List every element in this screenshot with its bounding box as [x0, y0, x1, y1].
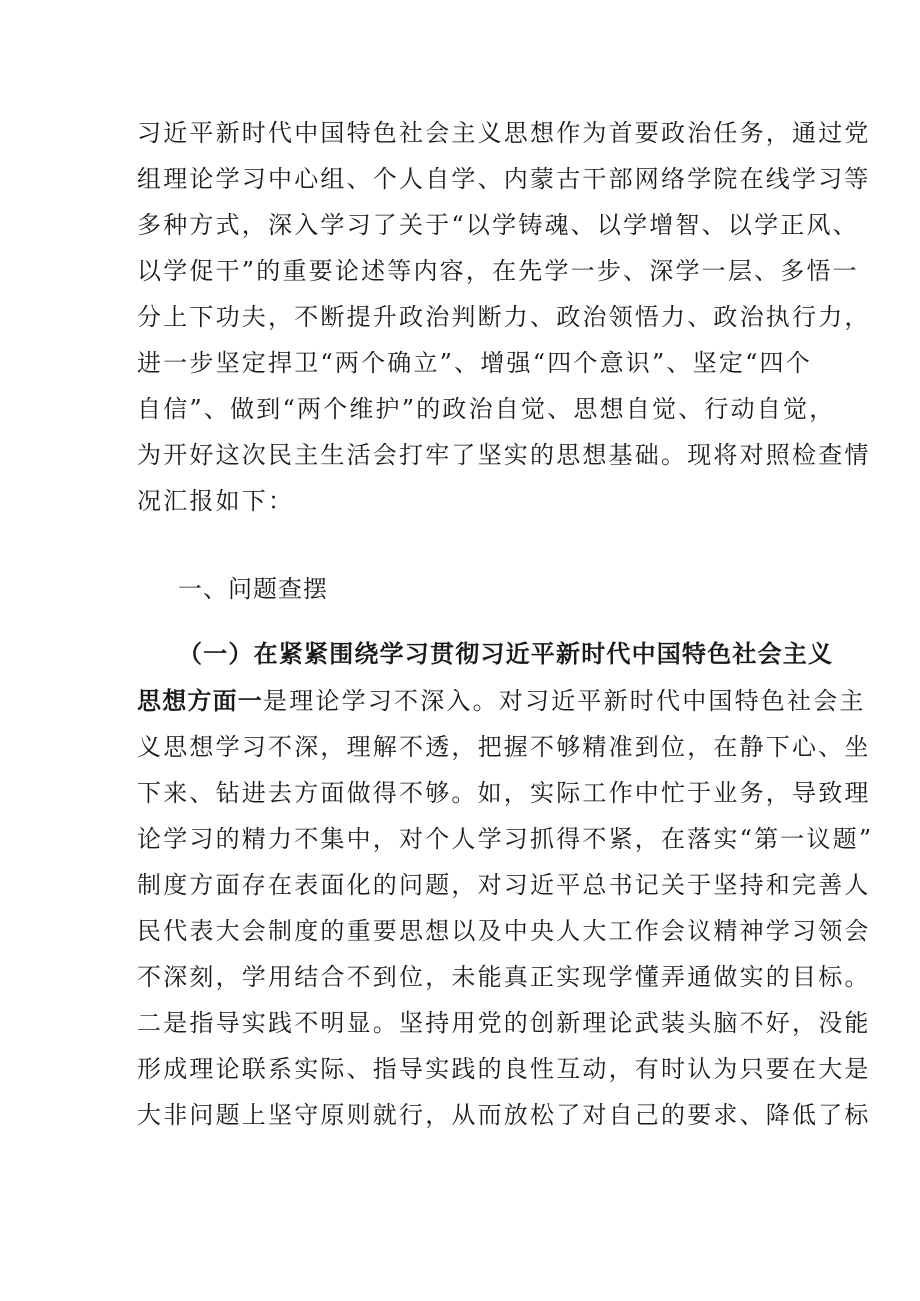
subsection-title-continuation — [137, 686, 866, 716]
paragraph-line: 论学习的精力不集中，对个人学习抓得不紧，在落实“第一议题” — [137, 825, 874, 853]
paragraph-line: 不深刻，学用结合不到位，未能真正实现学懂弄通做实的目标。 — [137, 963, 871, 991]
paragraph-line: 组理论学习中心组、个人自学、内蒙古干部网络学院在线学习等 — [137, 165, 871, 193]
paragraph-line: 下来、钻进去方面做得不够。如，实际工作中忙于业务，导致理 — [137, 779, 871, 807]
paragraph-line: 民代表大会制度的重要思想以及中央人大工作会议精神学习领会 — [137, 917, 871, 945]
subsection-title-bold: 思想方面一 — [137, 687, 263, 715]
paragraph-line: 分上下功夫，不断提升政治判断力、政治领悟力、政治执行力， — [137, 303, 871, 331]
section-heading: 一、问题查摆 — [178, 575, 328, 603]
paragraph-line: 形成理论联系实际、指导实践的良性互动，有时认为只要在大是 — [137, 1055, 871, 1083]
paragraph-line: 制度方面存在表面化的问题，对习近平总书记关于坚持和完善人 — [137, 871, 871, 899]
subsection-title: （一）在紧紧围绕学习贯彻习近平新时代中国特色社会主义 — [178, 640, 834, 668]
paragraph-line: 为开好这次民主生活会打牢了坚实的思想基础。现将对照检查情 — [137, 441, 871, 469]
paragraph-text: 是理论学习不深入。对习近平新时代中国特色社会主 — [263, 687, 866, 715]
paragraph-line: 以学促干”的重要论述等内容，在先学一步、深学一层、多悟一 — [137, 257, 859, 285]
paragraph-line: 义思想学习不深，理解不透，把握不够精准到位，在静下心、坐 — [137, 733, 871, 761]
paragraph-line: 况汇报如下： — [137, 487, 295, 515]
paragraph-line: 多种方式，深入学习了关于“以学铸魂、以学增智、以学正风、 — [137, 211, 859, 239]
paragraph-line: 习近平新时代中国特色社会主义思想作为首要政治任务，通过党 — [137, 119, 871, 147]
paragraph-line: 自信”、做到“两个维护”的政治自觉、思想自觉、行动自觉， — [137, 395, 836, 423]
paragraph-line: 大非问题上坚守原则就行，从而放松了对自己的要求、降低了标 — [137, 1101, 871, 1129]
paragraph-line: 进一步坚定捍卫“两个确立”、增强“四个意识”、坚定“四个 — [137, 349, 812, 377]
paragraph-line: 二是指导实践不明显。坚持用党的创新理论武装头脑不好，没能 — [137, 1009, 871, 1037]
